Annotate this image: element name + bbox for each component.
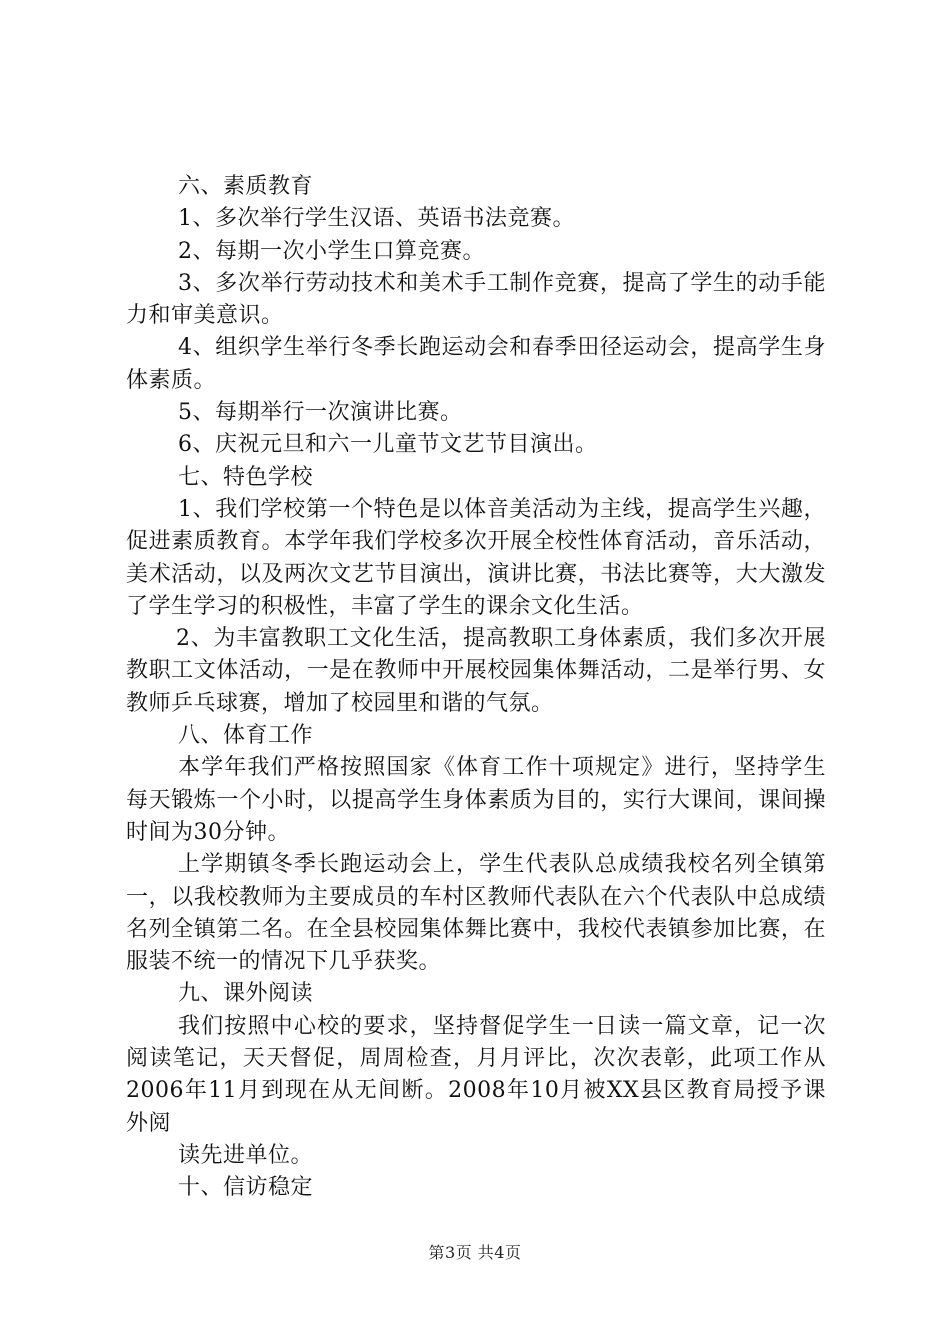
paragraph: 1、我们学校第一个特色是以体音美活动为主线，提高学生兴趣，促进素质教育。本学年我们学校多次开展全校性体育活动，音乐活动，美术活动，以及两次文艺节目演出，演讲比赛，书法比赛等，大大激发了学生学习的积极性，丰富了学生的课余文化生活。 <box>126 496 826 619</box>
paragraph: 本学年我们严格按照国家《体育工作十项规定》进行，坚持学生每天锻炼一个小时，以提高学生身体素质为目的，实行大课间，课间操时间为30分钟。 <box>126 755 826 845</box>
section-heading-extracurricular-reading: 九、课外阅读 <box>178 981 314 1007</box>
page-number-footer: 第3页 共4页 <box>428 1243 522 1262</box>
paragraph: 我们按照中心校的要求，坚持督促学生一日读一篇文章，记一次阅读笔记，天天督促，周周检查，月月评比，次次表彰，此项工作从2006年11月到现在从无间断。2008年10月被XX县区教育局授予课外阅 <box>126 1013 826 1136</box>
section-heading-sports-work: 八、体育工作 <box>178 723 314 749</box>
paragraph: 4、组织学生举行冬季长跑运动会和春季田径运动会，提高学生身体素质。 <box>126 335 826 393</box>
paragraph: 1、多次举行学生汉语、英语书法竞赛。 <box>178 206 575 232</box>
paragraph: 5、每期举行一次演讲比赛。 <box>178 400 463 426</box>
paragraph: 上学期镇冬季长跑运动会上，学生代表队总成绩我校名列全镇第一，以我校教师为主要成员的车村区教师代表队在六个代表队中总成绩名列全镇第二名。在全县校园集体舞比赛中，我校代表镇参加比赛，在服装不统一的情况下几乎获奖。 <box>126 852 826 975</box>
paragraph: 读先进单位。 <box>178 1142 314 1168</box>
paragraph: 3、多次举行劳动技术和美术手工制作竞赛，提高了学生的动手能力和审美意识。 <box>126 270 826 329</box>
section-heading-petition-stability: 十、信访稳定 <box>178 1175 314 1201</box>
paragraph: 6、庆祝元旦和六一儿童节文艺节目演出。 <box>178 432 598 458</box>
section-heading-featured-school: 七、特色学校 <box>178 464 314 490</box>
document-body <box>126 171 826 1205</box>
paragraph: 2、为丰富教职工文化生活，提高教职工身体素质，我们多次开展教职工文体活动，一是在教师中开展校园集体舞活动，二是举行男、女教师乒乓球赛，增加了校园里和谐的气氛。 <box>126 626 826 716</box>
section-heading-quality-education: 六、素质教育 <box>178 174 314 199</box>
paragraph: 2、每期一次小学生口算竞赛。 <box>178 238 485 264</box>
